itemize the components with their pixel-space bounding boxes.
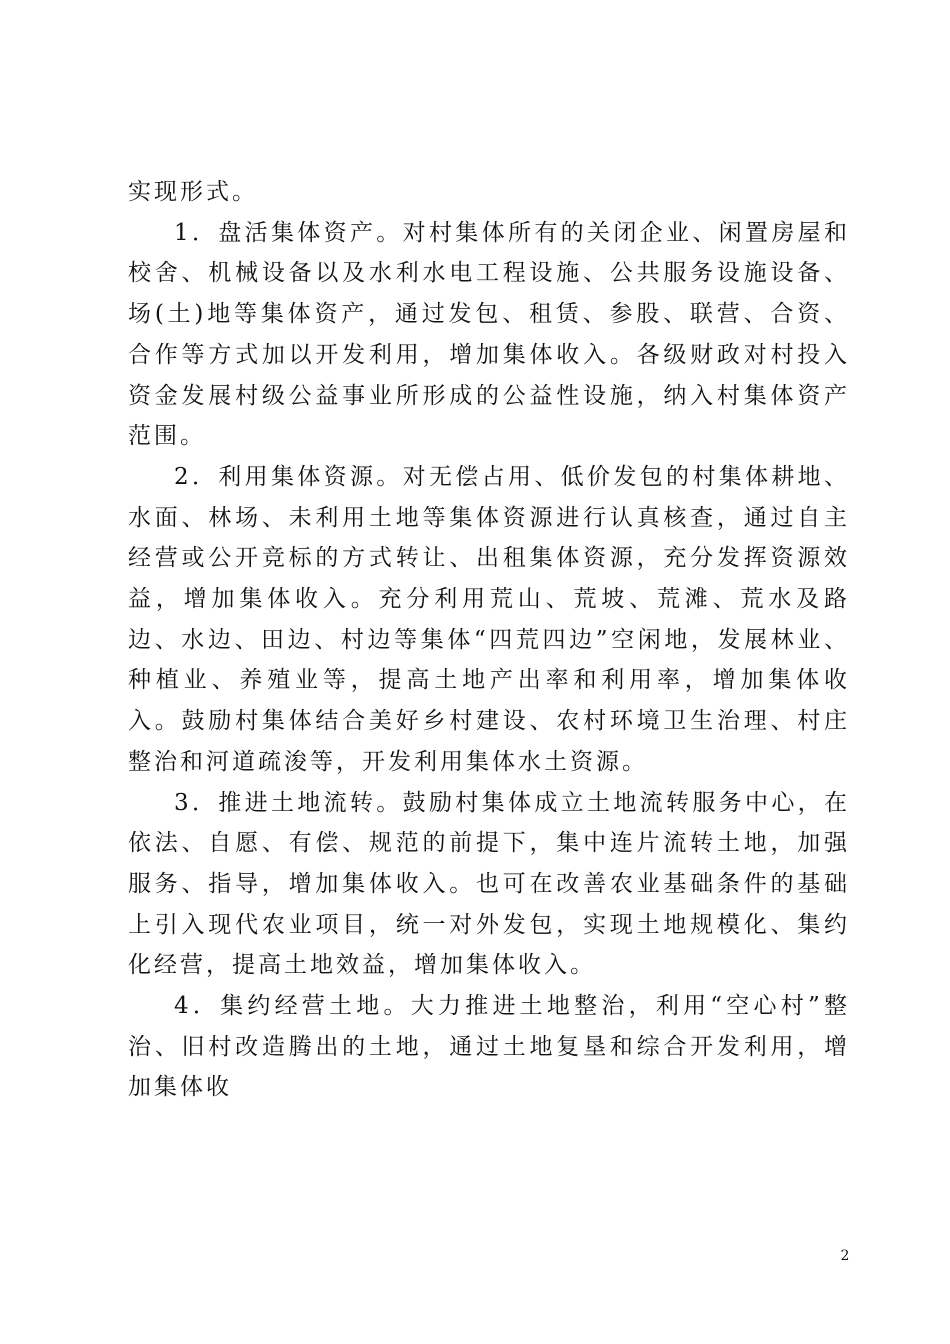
paragraph-revitalize-assets: 1．盘活集体资产。对村集体所有的关闭企业、闲置房屋和校舍、机械设备以及水利水电工程设施、公共服务设施设备、场(土)地等集体资产，通过发包、租赁、参股、联营、合资、合作等方式加以开发利用，增加集体收入。各级财政对村投入资金发展村级公益事业所形成的公益性设施，纳入村集体资产范围。 xyxy=(128,219,850,450)
body-text xyxy=(128,172,850,1108)
paragraph-use-resources: 2．利用集体资源。对无偿占用、低价发包的村集体耕地、水面、林场、未利用土地等集体资源进行认真核查，通过自主经营或公开竞标的方式转让、出租集体资源，充分发挥资源效益，增加集体收入。充分利用荒山、荒坡、荒滩、荒水及路边、水边、田边、村边等集体“四荒四边”空闲地，发展林业、种植业、养殖业等，提高土地产出率和利用率，增加集体收入。鼓励村集体结合美好乡村建设、农村环境卫生治理、村庄整治和河道疏浚等，开发利用集体水土资源。 xyxy=(128,463,850,775)
page-number: 2 xyxy=(840,1248,850,1264)
paragraph-intensive-land: 4．集约经营土地。大力推进土地整治，利用“空心村”整治、旧村改造腾出的土地，通过土地复垦和综合开发利用，增加集体收 xyxy=(128,993,850,1101)
paragraph-continuation: 实现形式。 xyxy=(128,179,258,205)
paragraph-land-transfer: 3．推进土地流转。鼓励村集体成立土地流转服务中心，在依法、自愿、有偿、规范的前提下，集中连片流转土地，加强服务、指导，增加集体收入。也可在改善农业基础条件的基础上引入现代农业项目，统一对外发包，实现土地规模化、集约化经营，提高土地效益，增加集体收入。 xyxy=(128,789,850,979)
